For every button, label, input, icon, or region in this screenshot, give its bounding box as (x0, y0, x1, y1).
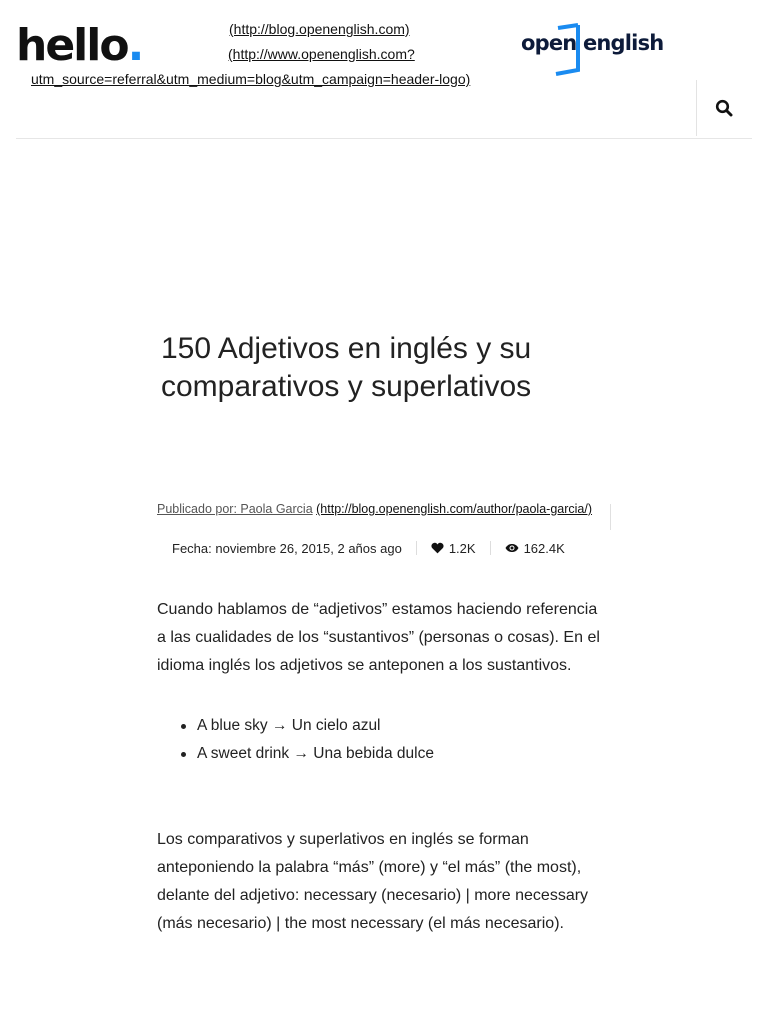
openenglish-logo[interactable] (520, 20, 664, 78)
openenglish-logo-text: open english (521, 31, 664, 55)
views-count: 162.4K (523, 540, 565, 556)
article-meta (172, 538, 565, 558)
search-icon (715, 99, 733, 117)
author-byline (157, 503, 597, 516)
eye-icon (505, 543, 519, 553)
list-item: A sweet drink → Una bebida dulce (157, 740, 607, 768)
comparatives-paragraph: Los comparativos y superlativos en inglés se forman anteponiendo la palabra “más” (more) y “el más” (the most), delante del adjetivo: necessary (necesario) | more necessary (más necesario) | the most necessary (el más necesario). (157, 831, 589, 932)
header-divider (696, 80, 697, 136)
hello-logo-dot: . (127, 20, 143, 71)
author-url-link[interactable]: (http://blog.openenglish.com/author/paola-garcia/) (316, 502, 593, 516)
views-stat (505, 541, 565, 556)
examples-list (157, 712, 607, 768)
header-bottom-border (16, 138, 752, 139)
search-button[interactable] (706, 92, 742, 124)
publish-date: Fecha: noviembre 26, 2015, 2 años ago (172, 540, 402, 556)
meta-divider (610, 504, 611, 530)
openenglish-home-link-cont[interactable]: utm_source=referral&utm_medium=blog&utm_campaign=header-logo) (31, 71, 471, 87)
likes-count: 1.2K (448, 540, 476, 556)
blog-home-link[interactable]: (http://blog.openenglish.com) (229, 21, 410, 37)
list-item: A blue sky → Un cielo azul (157, 712, 607, 740)
hello-logo[interactable] (16, 18, 142, 74)
article-title: 150 Adjetivos en inglés y su comparativos y superlativos (161, 332, 532, 403)
openenglish-home-link[interactable]: (http://www.openenglish.com? (228, 46, 415, 62)
author-link[interactable]: Publicado por: Paola Garcia (157, 502, 313, 516)
meta-separator (490, 541, 491, 555)
likes-stat[interactable] (431, 541, 476, 556)
heart-icon (431, 542, 444, 554)
meta-separator (416, 541, 417, 555)
intro-paragraph: Cuando hablamos de “adjetivos” estamos haciendo referencia a las cualidades de los “sustantivos” (personas o cosas). En el idioma inglés los adjetivos se anteponen a los sustantivos. (157, 601, 600, 674)
hello-logo-text: hello (16, 20, 128, 71)
